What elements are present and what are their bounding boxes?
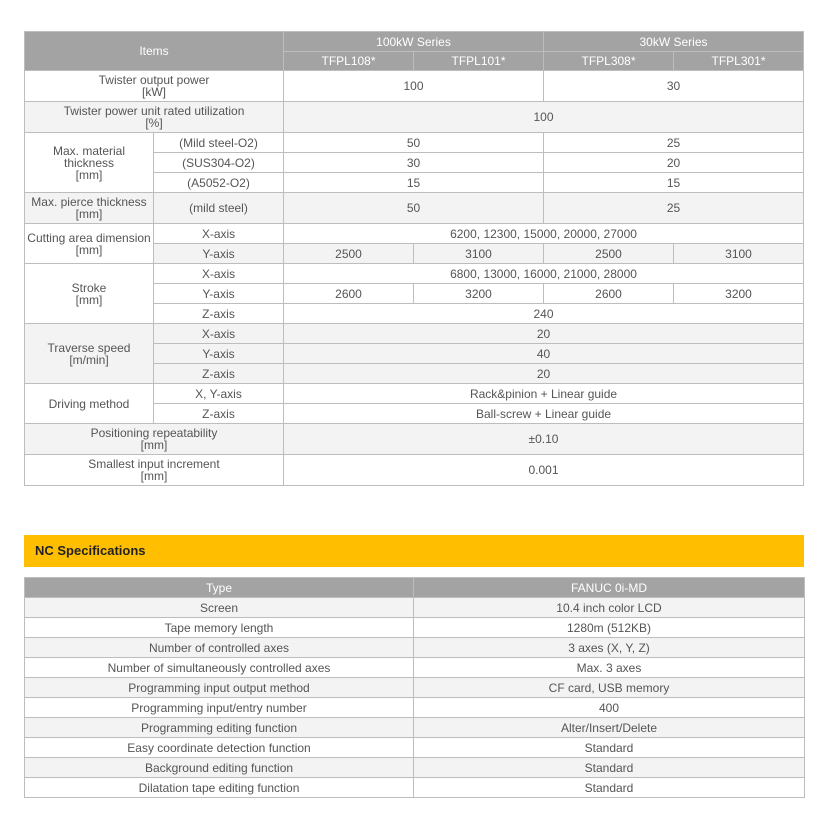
axis-label: Y-axis [154,284,284,304]
value-cell: 25 [544,133,804,153]
row-label: Cutting area dimension [mm] [25,224,154,264]
value-cell: Standard [414,738,805,758]
type-cell: Screen [25,598,414,618]
value-cell: 3200 [674,284,804,304]
sub-label: (mild steel) [154,193,284,224]
series-30kw-header: 30kW Series [544,32,804,52]
row-label: Twister output power [kW] [25,71,284,102]
value-cell: 15 [284,173,544,193]
value-cell: 25 [544,193,804,224]
traverse-row [25,324,804,344]
table-row [25,718,805,738]
value-cell: 3100 [674,244,804,264]
model-header: TFPL108* [284,52,414,71]
table-row [25,778,805,798]
utilization-row [25,102,804,133]
axis-label: Y-axis [154,244,284,264]
model-header: TFPL101* [414,52,544,71]
table-row [25,758,805,778]
table-row [25,698,805,718]
value-cell: 2500 [544,244,674,264]
value-cell: Rack&pinion + Linear guide [284,384,804,404]
row-label: Traverse speed [m/min] [25,324,154,384]
value-cell: 3 axes (X, Y, Z) [414,638,805,658]
value-cell: 30 [284,153,544,173]
value-cell: 40 [284,344,804,364]
axis-label: X-axis [154,264,284,284]
items-header: Items [25,32,284,71]
type-cell: Easy coordinate detection function [25,738,414,758]
row-label: Max. pierce thickness [mm] [25,193,154,224]
nc-specifications-heading: NC Specifications [24,535,804,567]
row-label: Max. material thickness [mm] [25,133,154,193]
axis-label: Z-axis [154,304,284,324]
value-cell: 0.001 [284,455,804,486]
value-cell: ±0.10 [284,424,804,455]
increment-row [25,455,804,486]
row-label: Smallest input increment [mm] [25,455,284,486]
table-row [25,658,805,678]
driving-row [25,384,804,404]
type-cell: Programming input/entry number [25,698,414,718]
axis-label: Z-axis [154,404,284,424]
value-cell: Standard [414,758,805,778]
output-power-row [25,71,804,102]
value-cell: 2600 [544,284,674,304]
type-cell: Programming editing function [25,718,414,738]
type-cell: Programming input output method [25,678,414,698]
value-cell: 2600 [284,284,414,304]
sub-label: (Mild steel-O2) [154,133,284,153]
sub-label: (SUS304-O2) [154,153,284,173]
table-row [25,638,805,658]
row-label: Stroke [mm] [25,264,154,324]
value-cell: 20 [284,364,804,384]
row-label: Twister power unit rated utilization [%] [25,102,284,133]
pierce-row [25,193,804,224]
table-row [25,618,805,638]
axis-label: Z-axis [154,364,284,384]
value-cell: 3100 [414,244,544,264]
stroke-row [25,264,804,284]
axis-label: X, Y-axis [154,384,284,404]
value-cell: 6800, 13000, 16000, 21000, 28000 [284,264,804,284]
value-cell: 20 [284,324,804,344]
value-cell: Standard [414,778,805,798]
machine-spec-table [24,31,804,486]
axis-label: X-axis [154,324,284,344]
value-cell: 15 [544,173,804,193]
model-header: FANUC 0i-MD [414,578,805,598]
axis-label: X-axis [154,224,284,244]
type-header: Type [25,578,414,598]
model-header: TFPL301* [674,52,804,71]
value-cell: 2500 [284,244,414,264]
table-row [25,678,805,698]
type-cell: Background editing function [25,758,414,778]
thickness-row [25,133,804,153]
value-cell: 30 [544,71,804,102]
type-cell: Dilatation tape editing function [25,778,414,798]
table-row [25,738,805,758]
value-cell: 20 [544,153,804,173]
value-cell: Ball-screw + Linear guide [284,404,804,424]
value-cell: 3200 [414,284,544,304]
table-row [25,598,805,618]
repeatability-row [25,424,804,455]
type-cell: Number of simultaneously controlled axes [25,658,414,678]
type-cell: Tape memory length [25,618,414,638]
row-label: Positioning repeatability [mm] [25,424,284,455]
type-cell: Number of controlled axes [25,638,414,658]
value-cell: 240 [284,304,804,324]
value-cell: 100 [284,71,544,102]
axis-label: Y-axis [154,344,284,364]
value-cell: 10.4 inch color LCD [414,598,805,618]
row-label: Driving method [25,384,154,424]
model-header: TFPL308* [544,52,674,71]
value-cell: CF card, USB memory [414,678,805,698]
value-cell: 100 [284,102,804,133]
value-cell: Alter/Insert/Delete [414,718,805,738]
nc-spec-table [24,577,805,798]
series-100kw-header: 100kW Series [284,32,544,52]
value-cell: 50 [284,193,544,224]
value-cell: 6200, 12300, 15000, 20000, 27000 [284,224,804,244]
value-cell: 400 [414,698,805,718]
sub-label: (A5052-O2) [154,173,284,193]
cutting-area-row [25,224,804,244]
value-cell: 1280m (512KB) [414,618,805,638]
value-cell: 50 [284,133,544,153]
value-cell: Max. 3 axes [414,658,805,678]
